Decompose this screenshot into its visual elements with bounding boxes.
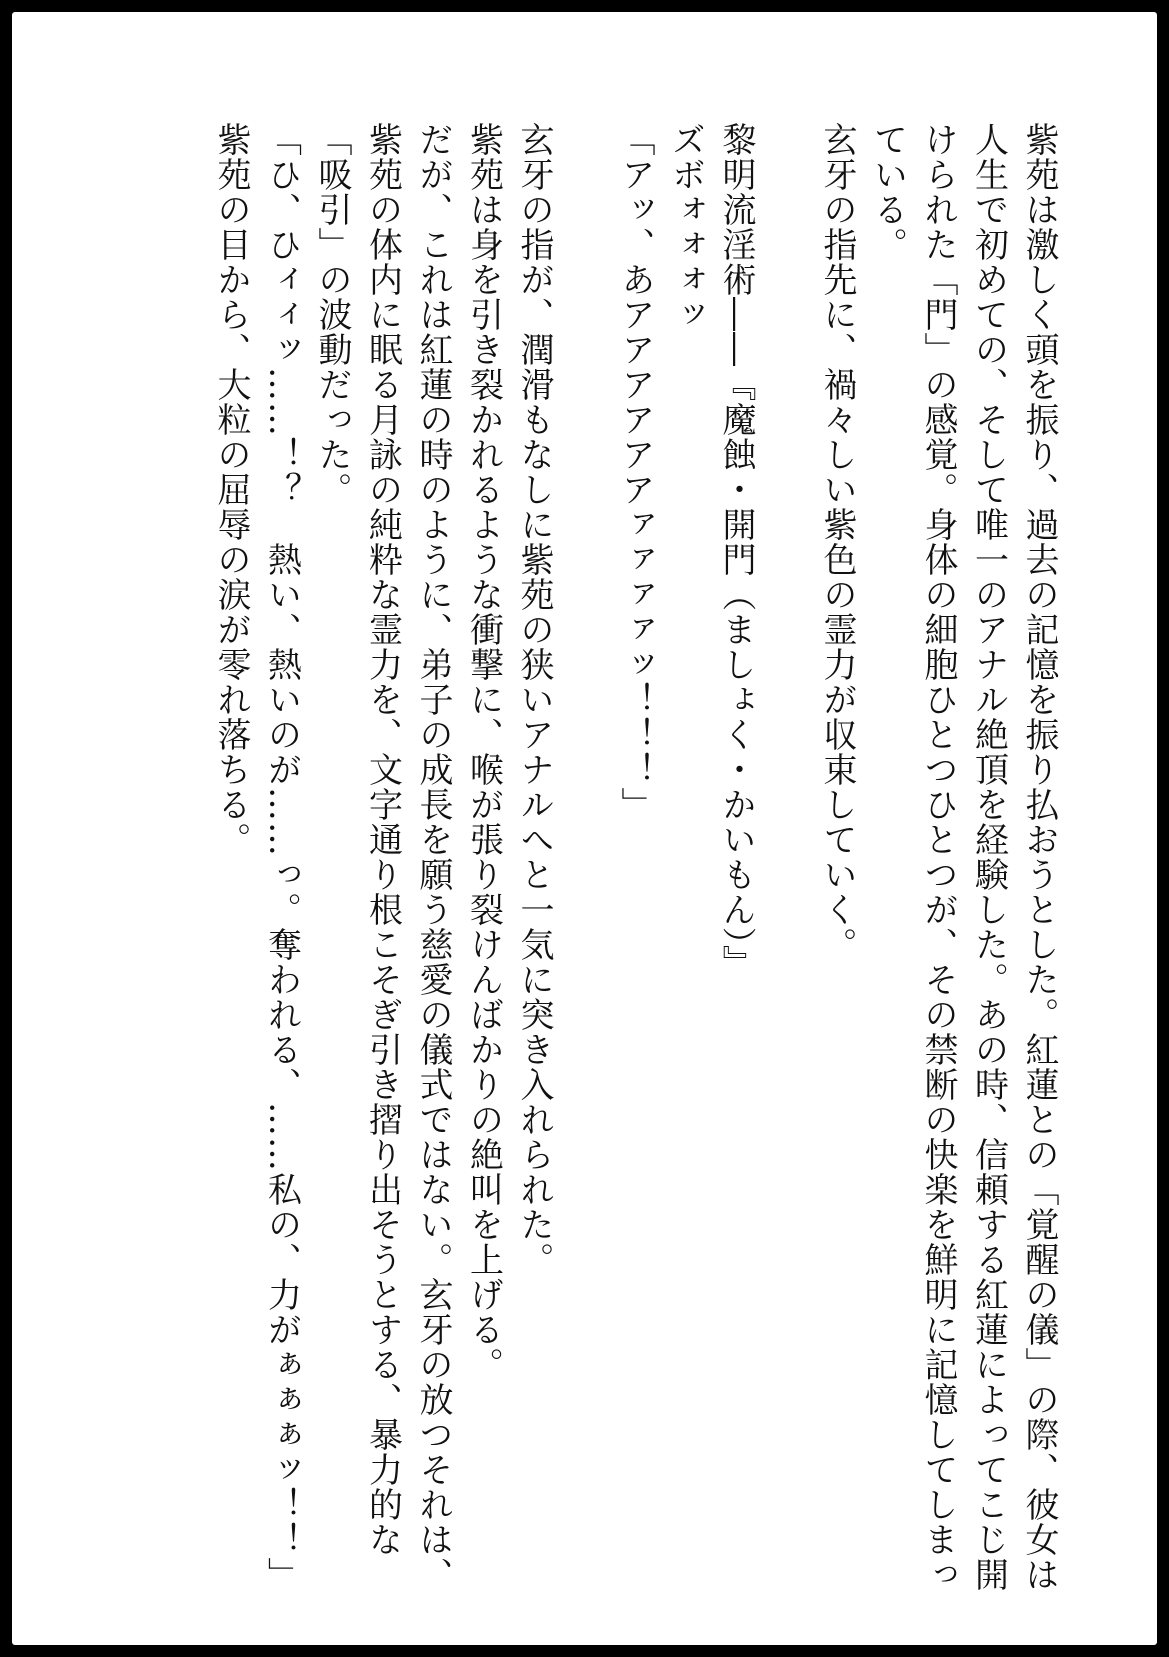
text-line: 紫苑は身を引き裂かれるような衝撃に、喉が張り裂けんばかりの絶叫を上げる。 [463,122,504,1382]
text-line: 「ひ、ひィィッ……！？ 熱い、熱いのが……っ。奪われる、……私の、力がぁぁぁッ！！」 [261,122,302,1592]
blank-line [559,122,610,1622]
text-line: だが、これは紅蓮の時のように、弟子の成長を願う慈愛の儀式ではない。玄牙の放つそれは、 [413,122,453,1592]
text-line: 紫苑の体内に眠る月詠の純粋な霊力を、文字通り根こそぎ引き摺り出そうとする、暴力的な [362,122,403,1557]
blank-line [761,122,812,1622]
text-line: 「吸引」の波動だった。 [312,122,352,507]
text-line: 黎明流淫術――『魔蝕・開門（ましょく・かいもん）』 [716,122,756,980]
book-page [12,12,1157,1645]
text-line: 玄牙の指先に、禍々しい紫色の霊力が収束していく。 [817,122,857,962]
text-line: ている。 [867,122,908,262]
text-line: 紫苑の目から、大粒の屈辱の涙が零れ落ちる。 [211,122,251,857]
text-line: 「アッ、あアアアアアアァァァァッ！！！」 [615,122,655,822]
text-line: 人生で初めての、そして唯一のアナル絶頂を経験した。あの時、信頼する紅蓮によってこじ開 [968,122,1009,1592]
text-line: ズボォォォッ [665,122,706,332]
vertical-text-body [204,122,1064,1622]
text-line: けられた「門」の感覚。身体の細胞ひとつひとつが、その禁断の快楽を鮮明に記憶してしまっ [918,122,958,1592]
text-line: 紫苑は激しく頭を振り、過去の記憶を振り払おうとした。紅蓮との「覚醒の儀」の際、彼女は [1019,122,1059,1592]
text-line: 玄牙の指が、潤滑もなしに紫苑の狭いアナルへと一気に突き入れられた。 [514,122,554,1277]
